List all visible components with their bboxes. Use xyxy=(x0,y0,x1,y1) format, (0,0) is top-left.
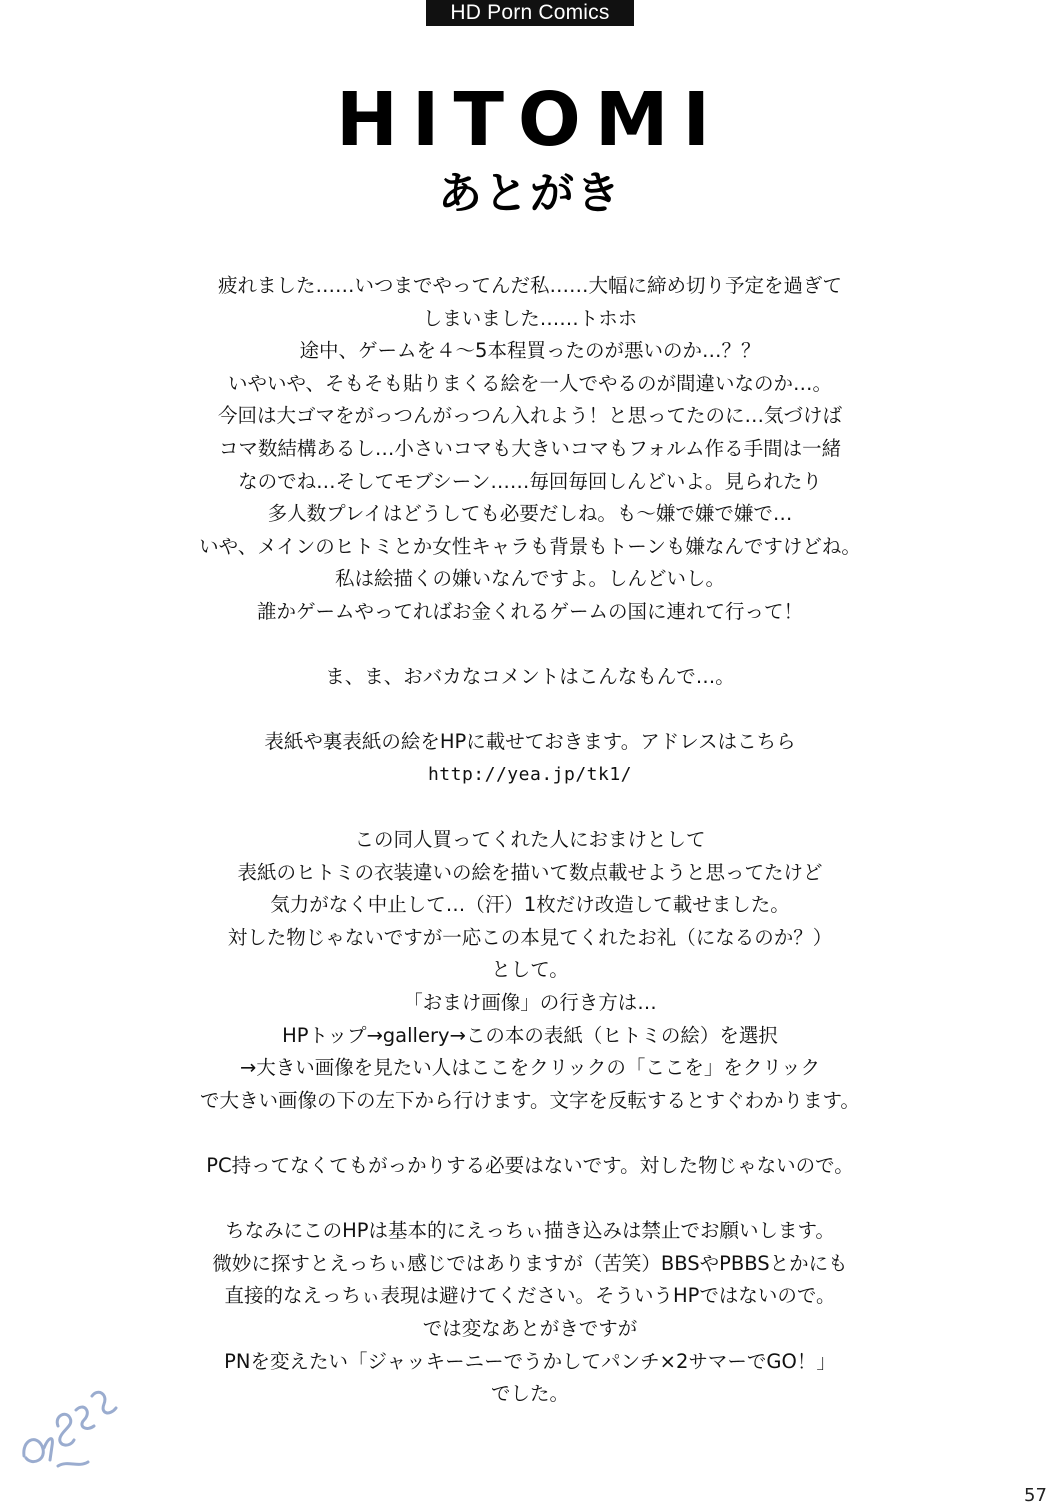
text-line: 疲れました……いつまでやってんだ私……大幅に締め切り予定を過ぎて xyxy=(217,274,842,297)
afterword-body xyxy=(60,270,1000,1411)
text-line: では変なあとがきですが xyxy=(422,1317,638,1340)
text-line: として。 xyxy=(491,958,569,982)
text-line: 私は絵描くの嫌いなんですよ。しんどいし。 xyxy=(334,567,725,591)
text-line: 誰かゲームやってればお金くれるゲームの国に連れて行って！ xyxy=(256,599,803,623)
text-line: PC持ってなくてもがっかりする必要はないです。対した物じゃないので。 xyxy=(206,1154,854,1178)
homepage-url[interactable]: http://yea.jp/tk1/ xyxy=(427,763,633,785)
handwritten-signature-icon xyxy=(14,1368,124,1478)
text-line: 対した物じゃないですが一応この本見てくれたお礼（になるのか？） xyxy=(227,925,833,949)
text-line: 途中、ゲームを４～5本程買ったのが悪いのか…？？ xyxy=(299,339,761,363)
text-line: なのでね…そしてモブシーン……毎回毎回しんどいよ。見られたり xyxy=(238,469,822,493)
text-line: 表紙のヒトミの衣装違いの絵を描いて数点載せようと思ってたけど xyxy=(237,860,823,884)
text-line: ま、ま、おバカなコメントはこんなもんで…。 xyxy=(325,665,735,689)
text-line: コマ数結構あるし…小さいコマも大きいコマもフォルム作る手間は一緒 xyxy=(218,436,842,460)
text-line: この同人買ってくれた人におまけとして xyxy=(354,828,706,852)
text-line: 今回は大ゴマをがっつんがっつん入れよう！と思ってたのに…気づけば xyxy=(217,404,842,428)
text-line: HPトップ→gallery→この本の表紙（ヒトミの絵）を選択 xyxy=(282,1023,778,1047)
text-line: で大きい画像の下の左下から行けます。文字を反転するとすぐわかります。 xyxy=(200,1088,860,1112)
text-line: しまいました……トホホ xyxy=(422,306,638,330)
blank-line xyxy=(60,629,1000,662)
text-line: 「おまけ画像」の行き方は… xyxy=(403,991,657,1015)
text-line: PNを変えたい「ジャッキーニーでうかしてパンチ×2サマーでGO！」 xyxy=(224,1349,836,1373)
text-line: →大きい画像を見たい人はここをクリックの「ここを」をクリック xyxy=(239,1056,821,1080)
text-line: 直接的なえっちぃ表現は避けてください。そういうHPではないので。 xyxy=(224,1284,836,1308)
text-line: いやいや、そもそも貼りまくる絵を一人でやるのが間違いなのか…。 xyxy=(227,371,833,395)
text-line: 気力がなく中止して…（汗）1枚だけ改造して載せました。 xyxy=(270,893,790,917)
text-line: 表紙や裏表紙の絵をHPに載せておきます。アドレスはこちら xyxy=(264,730,796,754)
text-line: ちなみにこのHPは基本的にえっちぃ描き込みは禁止でお願いします。 xyxy=(225,1219,835,1243)
page-title: HITOMI xyxy=(335,77,725,163)
text-line: いや、メインのヒトミとか女性キャラも背景もトーンも嫌なんですけどね。 xyxy=(199,534,861,558)
blank-line xyxy=(60,1117,1000,1150)
text-line: でした。 xyxy=(490,1382,569,1406)
page-subtitle: あとがき xyxy=(438,168,622,219)
blank-line xyxy=(60,792,1000,825)
blank-line xyxy=(60,1183,1000,1216)
page-number: 57 xyxy=(1024,1485,1047,1506)
blank-line xyxy=(60,694,1000,727)
text-line: 多人数プレイはどうしても必要だしね。も～嫌で嫌で嫌で… xyxy=(267,502,793,526)
site-banner[interactable]: HD Porn Comics xyxy=(426,0,634,26)
text-line: 微妙に探すとえっちぃ感じではありますが（苦笑）BBSやPBBSとかにも xyxy=(212,1251,848,1275)
